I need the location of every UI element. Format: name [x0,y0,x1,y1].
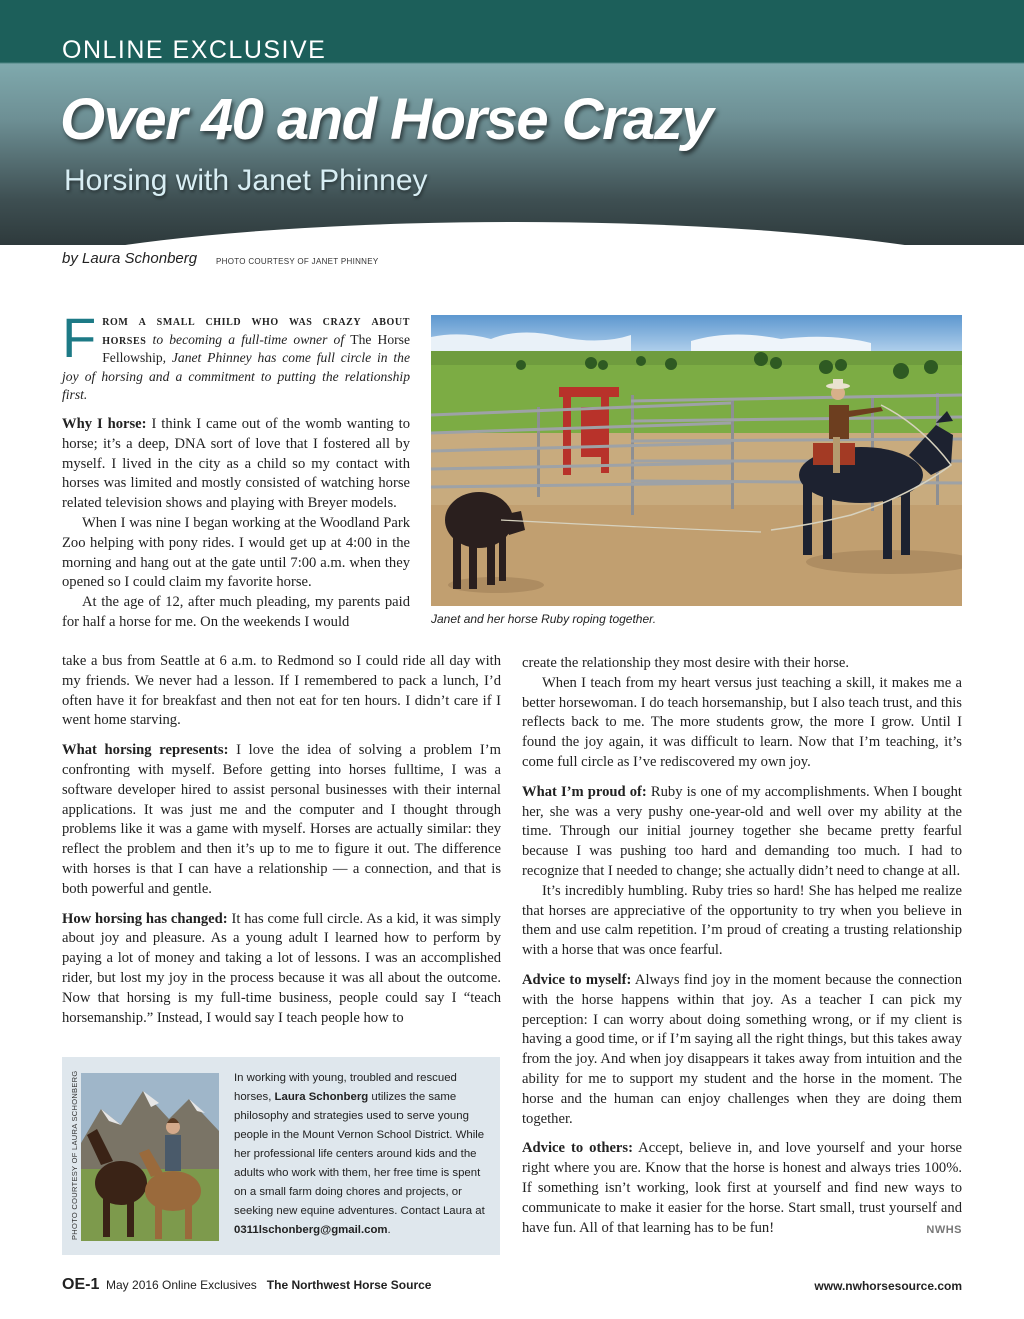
paragraph-text: I love the idea of solving a problem I’m confronting with myself. Before getting into horses fulltime, I was a software developer hired to assist personal businesses with their internal applications. It was just me and the computer and I thought through problems like it was a game with myself. Horses are actually similar: they reflect the problem and then it’s up to me to figure it out. The difference with horses is that I can have a relationship — a connection, and that is both powerful and gentle. [62,742,501,897]
paragraph [62,741,501,899]
paragraph [62,910,501,1029]
author-email: 0311lschonberg@gmail.com [234,1224,388,1236]
author-bio-text [234,1069,490,1240]
left-column-upper [62,415,410,633]
paragraph: When I was nine I began working at the Woodland Park Zoo helping with pony rides. I would get up at 4:00 in the morning and hang out at the gate until 7:00 a.m. when they opened so I could claim my favorite horse. [62,514,410,591]
page-footer [62,1276,431,1294]
paragraph [522,971,962,1129]
page-number: OE-1 [62,1276,100,1293]
paragraph: At the age of 12, after much pleading, my parents paid for half a horse for me. On the weekends I would [62,594,410,630]
photo-credit: PHOTO COURTESY OF JANET PHINNEY [216,257,379,266]
paragraph-text: It has come full circle. As a kid, it was simply about joy and pleasure. As a young adult I learned how to perform by paying a lot of money and taking a lot of lessons. I was an accomplished rider, but lost my joy in the process because it was all about the outcome. Now that horsing is my full-time business, people could say I “teach horsemanship.” Instead, I would say I teach people how to [62,910,501,1026]
paragraph-text: Always find joy in the moment because the connection with the horse happens within that joy. As a teacher I can pick my perception: I can worry about doing something wrong, or if my client is having a good time, or if I’m saying all the right things, but this takes away from the joy. And when joy disappears it takes away from intuition and the ability for me to support my student and the horse in the moment. The horse and the human can enjoy challenges when they are doing them together. [522,971,962,1127]
intro-text: to becoming a full-time owner of [146,331,351,347]
publication-name: The Northwest Horse Source [266,1278,432,1292]
ranch-roping-photo [431,315,962,606]
paragraph-text: Ruby is one of my accomplishments. When I bought her, she was a very pushy one-year-old and well over my ability at the time. Through our initial journey together she became pretty fearful because I was pushing too hard and demanding too much. I had to recognize that I needed to change; she actually didn’t need to change at all. [522,783,962,879]
section-heading: What horsing represents: [62,742,229,759]
author-horse-photo [81,1073,219,1241]
section-heading: Why I horse: [62,416,147,432]
issue-label: May 2016 Online Exclusives [106,1278,257,1292]
bio-text: In working with young, troubled and rescued horses, [234,1072,457,1103]
paragraph: When I teach from my heart versus just teaching a skill, it makes me a better horsewoman. I do teach horsemanship, but I also teach trust, and this reflects back to me. The more students grow, the more I grow. Until I found the joy again, it was difficult to learn. Now that I’m teaching, it’s come full circle as I’ve rediscovered my own joy. [522,674,962,770]
section-heading: What I’m proud of: [522,783,647,800]
intro-small-caps: rom a small child who was crazy about horses [102,313,410,347]
intro-text: , Janet Phinney has come full circle in the joy of horsing and a commitment to putting the relationship first. [62,350,410,403]
paragraph [522,783,962,882]
article-subtitle: Horsing with Janet Phinney [64,164,428,197]
bio-photo-credit: PHOTO COURTESY OF LAURA SCHONBERG [70,1070,79,1240]
paragraph [62,415,410,514]
section-heading: Advice to myself: [522,971,632,988]
right-column [522,654,962,1240]
section-kicker: ONLINE EXCLUSIVE [62,36,327,64]
paragraph: take a bus from Seattle at 6 a.m. to Redmond so I could ride all day with my friends. We never had a lesson. If I remembered to pack a lunch, I’d often have it for breakfast and then not eat for ten hours. I didn’t care if I went home starving. [62,653,501,729]
paragraph [522,1139,962,1238]
bio-text: . [387,1224,391,1236]
paragraph: create the relationship they most desire with their horse. [522,655,850,671]
website-url: www.nwhorsesource.com [814,1279,962,1293]
section-heading: Advice to others: [522,1140,633,1157]
intro-fellowship: The Horse Fellowship [102,331,411,366]
author-byline: by Laura Schonberg [62,250,198,267]
article-intro [62,306,411,405]
paragraph-text: I think I came out of the womb wanting to horse; it’s a deep, DNA sort of love that I fostered all by myself. I lived in the city as a child so my contact with horses was limited and mostly consisted of watching horse related television shows and playing with Breyer models. [62,416,410,512]
bio-name: Laura Schonberg [274,1091,369,1103]
photo-caption: Janet and her horse Ruby roping together. [431,612,657,626]
drop-cap: F [62,306,97,369]
paragraph-text: Accept, believe in, and love yourself and your horse right where you are. Know that the horse is honest and always tries 100%. If something isn’t working, look first at yourself and find new ways to communicate to make it easier for the horse. Start small, trust yourself and have fun. All of that learning has to be fun! [522,1140,962,1236]
end-mark: NWHS [926,1223,962,1236]
paragraph: It’s incredibly humbling. Ruby tries so hard! She has helped me realize that horses are appreciative of the opportunity to try when you believe in them and use calm repetition. I’m proud of creating a trusting relationship with a horse that was once fearful. [522,882,962,959]
article-title: Over 40 and Horse Crazy [60,87,713,152]
left-column-lower [62,652,501,1028]
bio-text: utilizes the same philosophy and strategies used to serve young people in the Mount Vernon School District. While her professional life centers around kids and the adults who work with them, her free time is spent on a small farm doing chores and projects, or seeking new equine adventures. Contact Laura at [234,1091,485,1217]
section-heading: How horsing has changed: [62,910,228,927]
